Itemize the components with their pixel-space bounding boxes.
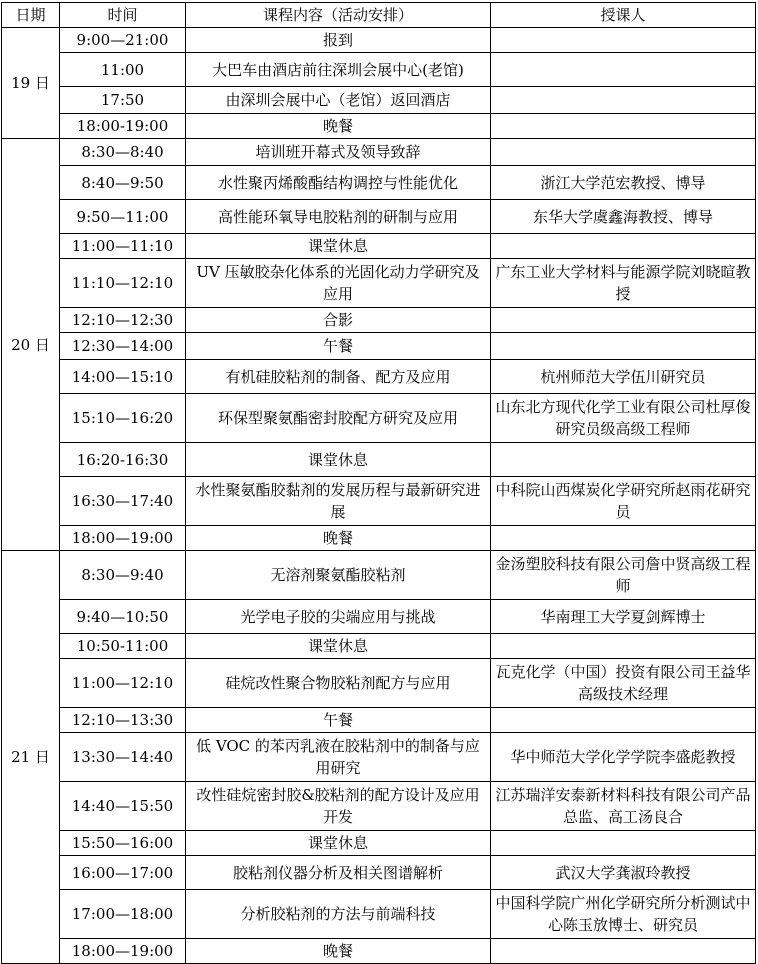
- teacher-cell: 华南理工大学夏剑辉博士: [491, 600, 756, 634]
- content-cell: 光学电子胶的尖端应用与挑战: [186, 600, 491, 634]
- table-row: [2, 782, 756, 831]
- content-cell: 晚餐: [186, 939, 491, 964]
- teacher-cell: [491, 114, 756, 139]
- table-row: [2, 259, 756, 308]
- table-row: [2, 856, 756, 890]
- time-cell: 11:10—12:10: [60, 259, 186, 308]
- time-cell: 17:00—18:00: [60, 890, 186, 939]
- table-row: [2, 733, 756, 782]
- day-label-19: 19 日: [2, 28, 60, 139]
- time-cell: 17:50: [60, 87, 186, 114]
- teacher-cell: 江苏瑞洋安泰新材料科技有限公司产品总监、高工汤良合: [491, 782, 756, 831]
- content-cell: 环保型聚氨酯密封胶配方研究及应用: [186, 394, 491, 443]
- content-cell: 晚餐: [186, 526, 491, 551]
- teacher-cell: [491, 308, 756, 333]
- table-row: [2, 600, 756, 634]
- table-row: [2, 333, 756, 360]
- time-cell: 13:30—14:40: [60, 733, 186, 782]
- table-row: [2, 360, 756, 394]
- teacher-cell: [491, 28, 756, 53]
- table-row: [2, 28, 756, 53]
- time-cell: 18:00-19:00: [60, 114, 186, 139]
- table-row: [2, 477, 756, 526]
- teacher-cell: 山东北方现代化学工业有限公司杜厚俊研究员级高级工程师: [491, 394, 756, 443]
- time-cell: 9:40—10:50: [60, 600, 186, 634]
- time-cell: 12:30—14:00: [60, 333, 186, 360]
- header-date: 日期: [2, 3, 60, 28]
- content-cell: 高性能环氧导电胶粘剂的研制与应用: [186, 200, 491, 234]
- content-cell: 午餐: [186, 333, 491, 360]
- teacher-cell: 金汤塑胶科技有限公司詹中贤高级工程师: [491, 551, 756, 600]
- time-cell: 16:00—17:00: [60, 856, 186, 890]
- content-cell: 水性聚氨酯胶黏剂的发展历程与最新研究进展: [186, 477, 491, 526]
- content-cell: UV 压敏胶杂化体系的光固化动力学研究及应用: [186, 259, 491, 308]
- table-row: [2, 234, 756, 259]
- teacher-cell: [491, 443, 756, 477]
- teacher-cell: [491, 939, 756, 964]
- teacher-cell: 武汉大学龚淑玲教授: [491, 856, 756, 890]
- time-cell: 15:50—16:00: [60, 831, 186, 856]
- content-cell: 有机硅胶粘剂的制备、配方及应用: [186, 360, 491, 394]
- header-teacher: 授课人: [491, 3, 756, 28]
- time-cell: 16:30—17:40: [60, 477, 186, 526]
- teacher-cell: 杭州师范大学伍川研究员: [491, 360, 756, 394]
- table-row: [2, 659, 756, 708]
- day-label-20: 20 日: [2, 139, 60, 551]
- time-cell: 18:00—19:00: [60, 939, 186, 964]
- teacher-cell: [491, 234, 756, 259]
- time-cell: 18:00—19:00: [60, 526, 186, 551]
- teacher-cell: 广东工业大学材料与能源学院刘晓暄教授: [491, 259, 756, 308]
- teacher-cell: 中科院山西煤炭化学研究所赵雨花研究员: [491, 477, 756, 526]
- time-cell: 9:50—11:00: [60, 200, 186, 234]
- time-cell: 10:50-11:00: [60, 634, 186, 659]
- teacher-cell: 东华大学虞鑫海教授、博导: [491, 200, 756, 234]
- teacher-cell: [491, 634, 756, 659]
- table-row: [2, 708, 756, 733]
- teacher-cell: 华中师范大学化学学院李盛彪教授: [491, 733, 756, 782]
- table-row: [2, 87, 756, 114]
- content-cell: 大巴车由酒店前往深圳会展中心(老馆): [186, 53, 491, 87]
- time-cell: 16:20-16:30: [60, 443, 186, 477]
- table-row: [2, 443, 756, 477]
- time-cell: 12:10—13:30: [60, 708, 186, 733]
- time-cell: 12:10—12:30: [60, 308, 186, 333]
- content-cell: 午餐: [186, 708, 491, 733]
- table-row: [2, 308, 756, 333]
- time-cell: 11:00: [60, 53, 186, 87]
- table-row: [2, 394, 756, 443]
- content-cell: 低 VOC 的苯丙乳液在胶粘剂中的制备与应用研究: [186, 733, 491, 782]
- table-row: [2, 114, 756, 139]
- table-row: [2, 139, 756, 166]
- content-cell: 晚餐: [186, 114, 491, 139]
- teacher-cell: [491, 333, 756, 360]
- time-cell: 14:00—15:10: [60, 360, 186, 394]
- content-cell: 课堂休息: [186, 234, 491, 259]
- content-cell: 硅烷改性聚合物胶粘剂配方与应用: [186, 659, 491, 708]
- time-cell: 9:00—21:00: [60, 28, 186, 53]
- teacher-cell: 瓦克化学（中国）投资有限公司王益华高级技术经理: [491, 659, 756, 708]
- teacher-cell: 中国科学院广州化学研究所分析测试中心陈玉放博士、研究员: [491, 890, 756, 939]
- teacher-cell: [491, 526, 756, 551]
- content-cell: 培训班开幕式及领导致辞: [186, 139, 491, 166]
- schedule-table: [1, 2, 756, 964]
- content-cell: 无溶剂聚氨酯胶粘剂: [186, 551, 491, 600]
- teacher-cell: [491, 139, 756, 166]
- time-cell: 8:30—9:40: [60, 551, 186, 600]
- table-row: [2, 526, 756, 551]
- content-cell: 分析胶粘剂的方法与前端科技: [186, 890, 491, 939]
- teacher-cell: [491, 87, 756, 114]
- content-cell: 报到: [186, 28, 491, 53]
- content-cell: 由深圳会展中心（老馆）返回酒店: [186, 87, 491, 114]
- header-row: [2, 3, 756, 28]
- content-cell: 水性聚丙烯酸酯结构调控与性能优化: [186, 166, 491, 200]
- table-row: [2, 939, 756, 964]
- teacher-cell: [491, 708, 756, 733]
- table-row: [2, 551, 756, 600]
- content-cell: 课堂休息: [186, 443, 491, 477]
- table-row: [2, 634, 756, 659]
- content-cell: 课堂休息: [186, 831, 491, 856]
- content-cell: 合影: [186, 308, 491, 333]
- table-row: [2, 200, 756, 234]
- time-cell: 8:40—9:50: [60, 166, 186, 200]
- table-row: [2, 166, 756, 200]
- content-cell: 改性硅烷密封胶&胶粘剂的配方设计及应用开发: [186, 782, 491, 831]
- time-cell: 15:10—16:20: [60, 394, 186, 443]
- table-row: [2, 53, 756, 87]
- table-row: [2, 890, 756, 939]
- time-cell: 8:30—8:40: [60, 139, 186, 166]
- time-cell: 11:00—11:10: [60, 234, 186, 259]
- header-content: 课程内容（活动安排）: [186, 3, 491, 28]
- teacher-cell: 浙江大学范宏教授、博导: [491, 166, 756, 200]
- table-row: [2, 831, 756, 856]
- time-cell: 14:40—15:50: [60, 782, 186, 831]
- time-cell: 11:00—12:10: [60, 659, 186, 708]
- content-cell: 课堂休息: [186, 634, 491, 659]
- teacher-cell: [491, 831, 756, 856]
- content-cell: 胶粘剂仪器分析及相关图谱解析: [186, 856, 491, 890]
- header-time: 时间: [60, 3, 186, 28]
- teacher-cell: [491, 53, 756, 87]
- day-label-21: 21 日: [2, 551, 60, 964]
